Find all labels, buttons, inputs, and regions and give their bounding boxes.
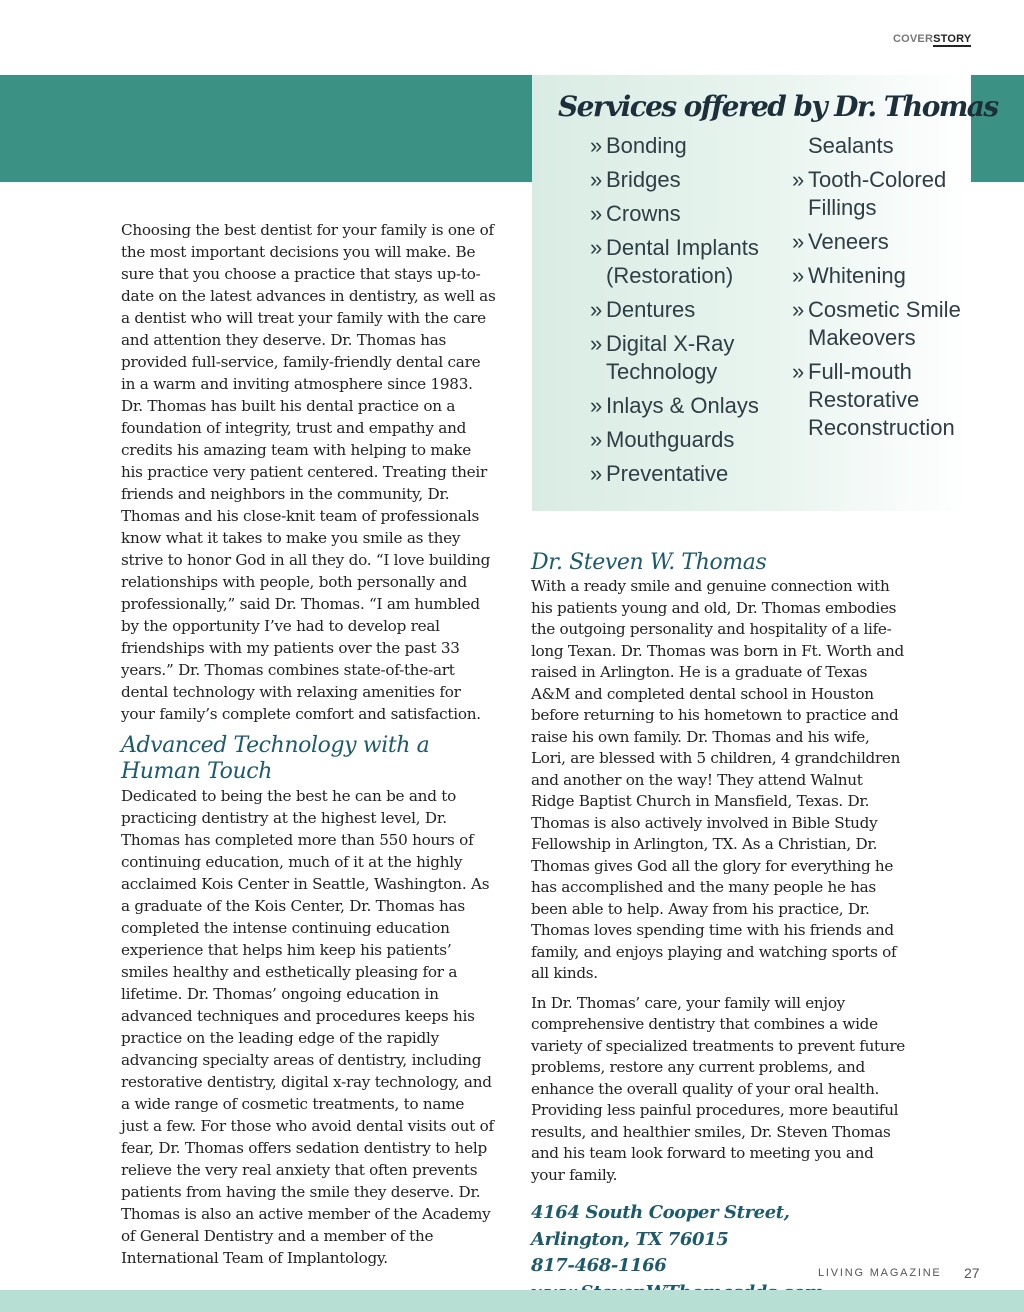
service-item: » Full-mouth Restorative Reconstruction bbox=[792, 359, 955, 440]
bullet-icon: » bbox=[590, 331, 603, 356]
service-item: » Bridges bbox=[590, 167, 681, 192]
bullet-icon: » bbox=[792, 359, 805, 384]
service-item: » Preventative bbox=[590, 461, 729, 486]
footer-page-number: 27 bbox=[964, 1265, 980, 1281]
bio-heading: Dr. Steven W. Thomas bbox=[531, 550, 767, 575]
technology-heading: Advanced Technology with a Human Touch bbox=[121, 733, 430, 784]
article-right-column bbox=[531, 550, 906, 1306]
services-list-column-1 bbox=[590, 132, 790, 494]
contact-street: 4164 South Cooper Street, bbox=[531, 1202, 790, 1223]
service-item-continued: Sealants bbox=[808, 133, 894, 158]
service-item: » Veneers bbox=[792, 229, 889, 254]
bullet-icon: » bbox=[590, 297, 603, 322]
service-item: » Dental Implants (Restoration) bbox=[590, 235, 759, 288]
service-item: » Dentures bbox=[590, 297, 696, 322]
bullet-icon: » bbox=[590, 201, 603, 226]
contact-phone: 817-468-1166 bbox=[531, 1255, 667, 1276]
technology-paragraph: Dedicated to being the best he can be and to practicing dentistry at the highest level, Dr. Thomas has completed more than 550 hours of continuing education, much of it at the highly acclaimed Kois Center in Seattle, Washington. As a graduate of the Kois Center, Dr. Thomas has completed the intense continuing education experience that helps him keep his patients’ smiles healthy and esthetically pleasing for a lifetime. Dr. Thomas’ ongoing education in advanced techniques and procedures keeps his practice on the leading edge of the rapidly advancing specialty areas of dentistry, including restorative dentistry, digital x-ray technology, and a wide range of cosmetic treatments, to name just a few. For those who avoid dental visits out of fear, Dr. Thomas offers sedation dentistry to help relieve the very real anxiety that often prevents patients from having the smile they deserve. Dr. Thomas is also an active member of the Academy of General Dentistry and a member of the International Team of Implantology. bbox=[121, 787, 494, 1267]
bullet-icon: » bbox=[590, 235, 603, 260]
bullet-icon: » bbox=[792, 263, 805, 288]
service-item: » Inlays & Onlays bbox=[590, 393, 759, 418]
section-tag-story: STORY bbox=[933, 33, 972, 45]
contact-city: Arlington, TX 76015 bbox=[531, 1228, 729, 1250]
service-item: » Mouthguards bbox=[590, 427, 735, 452]
intro-paragraph: Choosing the best dentist for your family is one of the most important decisions you will make. Be sure that you choose a practice that stays up-to-date on the latest advances in dentistry, as well as a dentist who will treat your family with the care and attention they deserve. Dr. Thomas has provided full-service, family-friendly dental care in a warm and inviting atmosphere since 1983. Dr. Thomas has built his dental practice on a foundation of integrity, trust and empathy and credits his amazing team with helping to make his practice very patient centered. Treating their friends and neighbors in the community, Dr. Thomas and his close-knit team of professionals know what it takes to make you smile as they strive to honor God in all they do. “I love building relationships with people, both personally and professionally,” said Dr. Thomas. “I am humbled by the opportunity I’ve had to develop real friendships with my patients over the past 33 years.” Dr. Thomas combines state-of-the-art dental technology with relaxing amenities for your family’s complete comfort and satisfaction. bbox=[121, 221, 496, 723]
article-left-column bbox=[121, 219, 496, 1277]
closing-paragraph: In Dr. Thomas’ care, your family will enjoy comprehensive dentistry that combines a wide variety of specialized treatments to prevent future problems, restore any current problems, and enhance the overall quality of your oral health. Providing less painful procedures, more beautiful results, and healthier smiles, Dr. Steven Thomas and his team look forward to meeting you and your family. bbox=[531, 993, 905, 1184]
bullet-icon: » bbox=[590, 461, 603, 486]
footer-magazine-name: LIVING MAGAZINE bbox=[818, 1267, 942, 1279]
services-title: Services offered by Dr. Thomas bbox=[558, 90, 998, 123]
service-item: » Crowns bbox=[590, 201, 681, 226]
section-tag-cover: COVER bbox=[893, 33, 934, 45]
header-band-left bbox=[0, 75, 532, 182]
service-item: » Digital X-Ray Technology bbox=[590, 331, 735, 384]
section-tag bbox=[893, 33, 971, 45]
bullet-icon: » bbox=[792, 167, 805, 192]
service-item: » Cosmetic Smile Makeovers bbox=[792, 297, 961, 350]
services-list-column-2 bbox=[792, 132, 967, 448]
bullet-icon: » bbox=[792, 297, 805, 322]
bullet-icon: » bbox=[590, 167, 603, 192]
bullet-icon: » bbox=[590, 393, 603, 418]
bullet-icon: » bbox=[792, 229, 805, 254]
bullet-icon: » bbox=[590, 427, 603, 452]
service-item: » Tooth-Colored Fillings bbox=[792, 167, 947, 220]
bullet-icon: » bbox=[590, 133, 603, 158]
service-item: » Bonding bbox=[590, 133, 687, 158]
footer-band bbox=[0, 1290, 1024, 1312]
service-item: » Whitening bbox=[792, 263, 906, 288]
bio-paragraph: With a ready smile and genuine connection with his patients young and old, Dr. Thomas embodies the outgoing personality and hospitality of a life-long Texan. Dr. Thomas was born in Ft. Worth and raised in Arlington. He is a graduate of Texas A&M and completed dental school in Houston before returning to his hometown to practice and raise his own family. Dr. Thomas and his wife, Lori, are blessed with 5 children, 4 grandchildren and another on the way! They attend Walnut Ridge Baptist Church in Mansfield, Texas. Dr. Thomas is also actively involved in Bible Study Fellowship in Arlington, TX. As a Christian, Dr. Thomas gives God all the glory for everything he has accomplished and the many people he has been able to help. Away from his practice, Dr. Thomas loves spending time with his friends and family, and enjoys playing and watching sports of all kinds. bbox=[531, 577, 904, 982]
